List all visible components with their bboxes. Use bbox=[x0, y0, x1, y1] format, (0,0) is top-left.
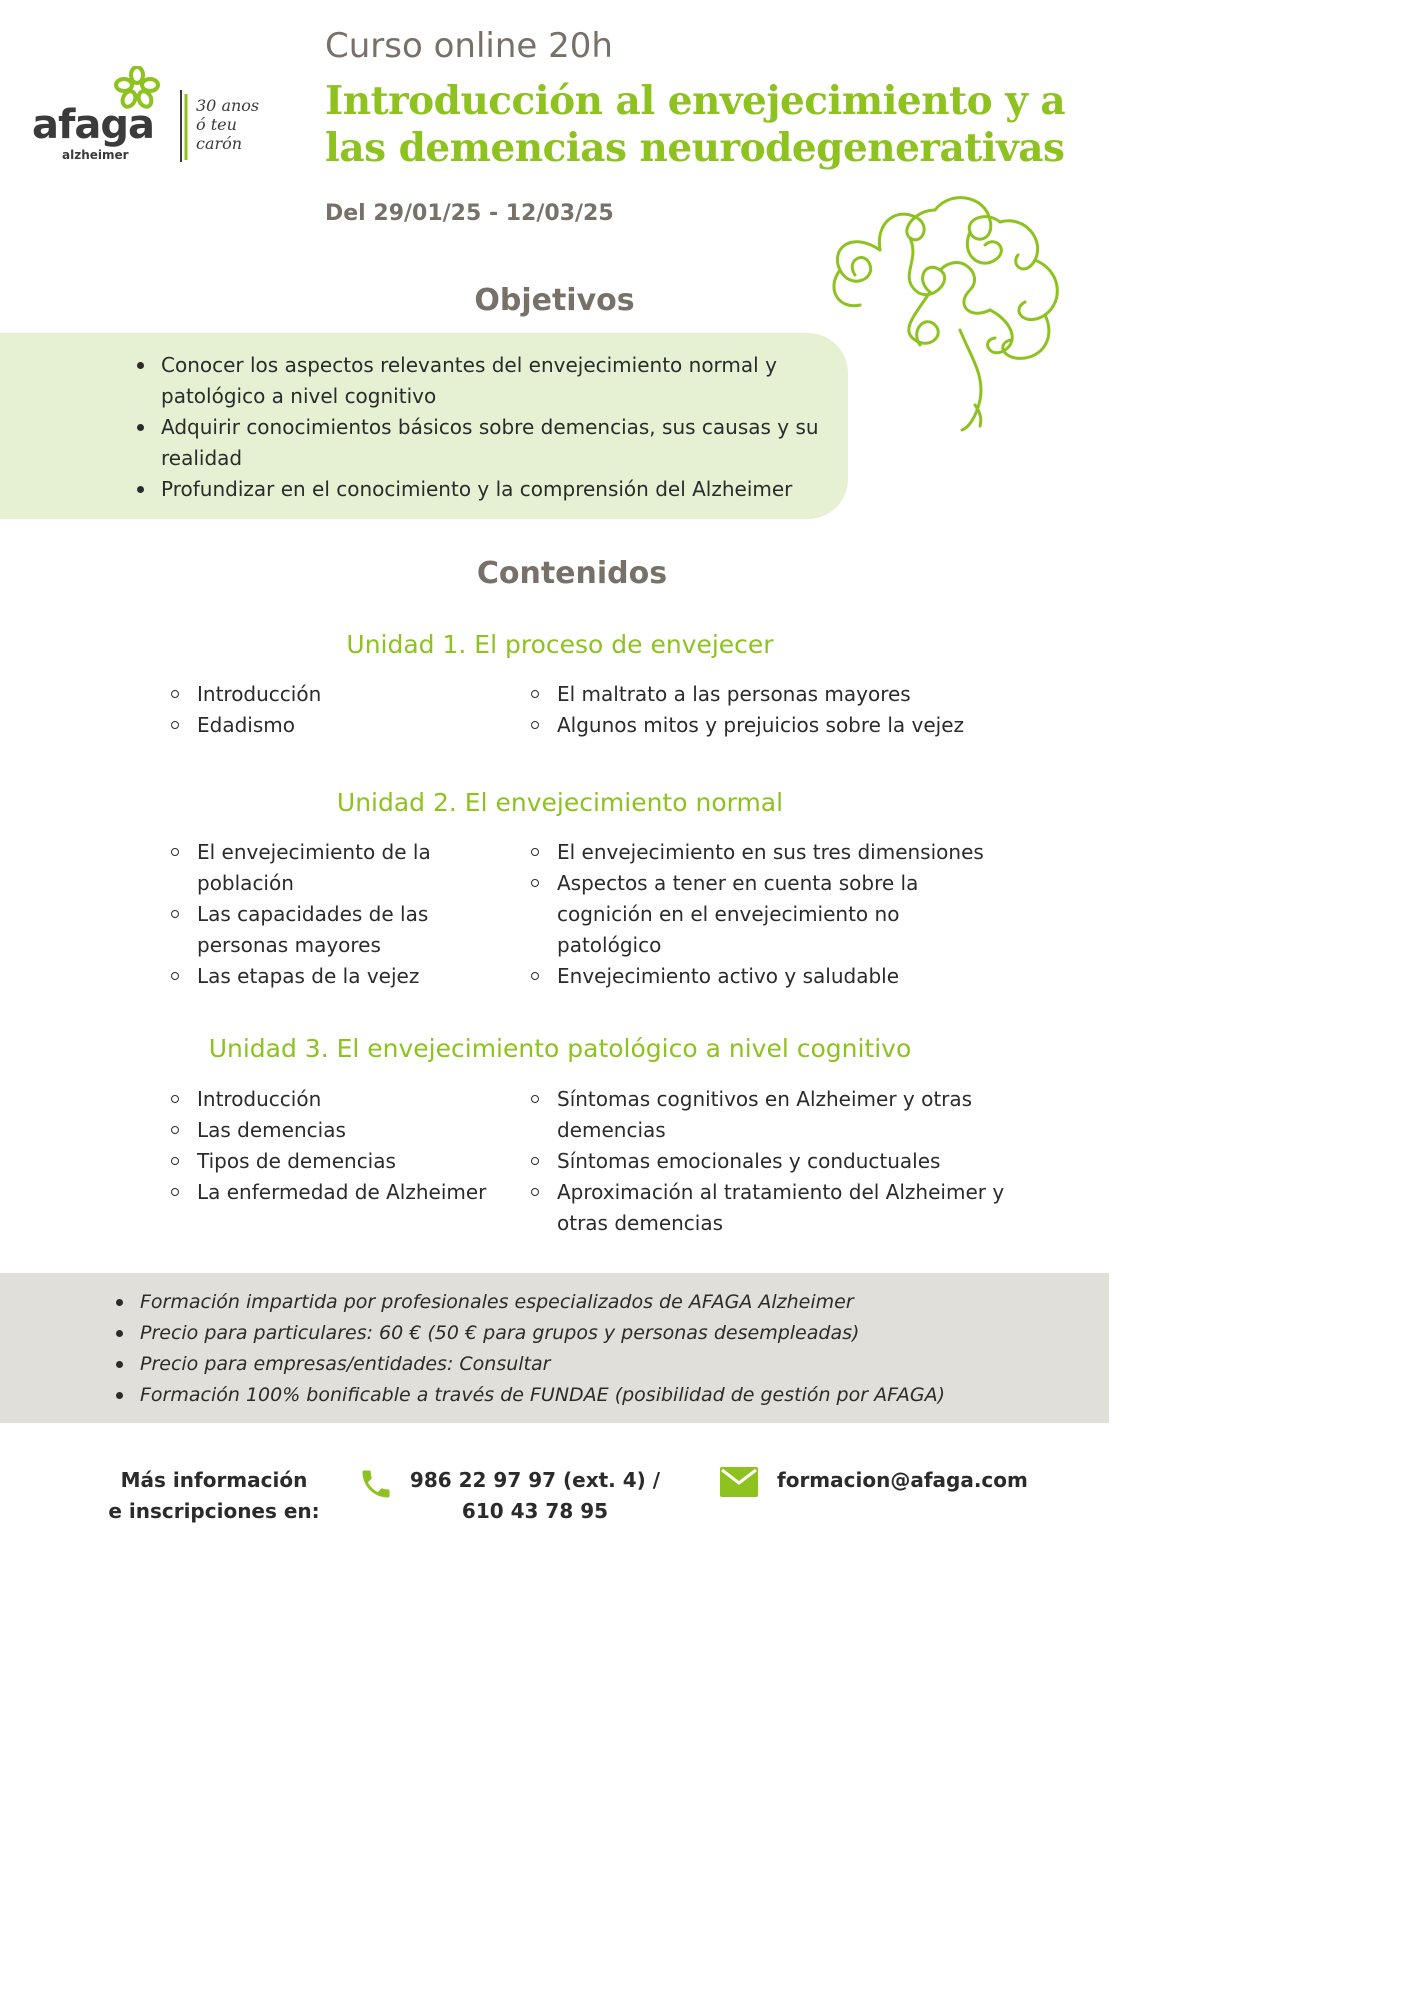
unit-1-list-left bbox=[170, 679, 510, 741]
unit-1-title: Unidad 1. El proceso de envejecer bbox=[346, 630, 774, 659]
list-item: Introducción bbox=[170, 679, 510, 710]
list-item: La enfermedad de Alzheimer bbox=[170, 1177, 510, 1208]
list-item: Las capacidades de las personas mayores bbox=[170, 899, 510, 961]
unit-1-list-right bbox=[530, 679, 1010, 741]
list-item: Tipos de demencias bbox=[170, 1146, 510, 1177]
list-item: Las etapas de la vejez bbox=[170, 961, 510, 992]
more-info-label: Más información e inscripciones en: bbox=[108, 1468, 320, 1523]
info-list bbox=[113, 1287, 1073, 1411]
objectives-list bbox=[135, 350, 825, 505]
logo-anniversary: 30 anos ó teu carón bbox=[196, 96, 260, 153]
unit-2-list-right bbox=[530, 837, 1010, 992]
course-format: Curso online 20h bbox=[325, 26, 613, 66]
afaga-logo bbox=[32, 66, 282, 166]
list-item: Las demencias bbox=[170, 1115, 510, 1146]
objectives-heading: Objetivos bbox=[474, 283, 635, 318]
list-item: Algunos mitos y prejuicios sobre la vejez bbox=[530, 710, 1010, 741]
list-item: Aspectos a tener en cuenta sobre la cognición en el envejecimiento no patológico bbox=[530, 868, 1010, 961]
list-item: Precio para empresas/entidades: Consultar bbox=[113, 1349, 1073, 1380]
list-item: Edadismo bbox=[170, 710, 510, 741]
list-item: Formación 100% bonificable a través de FUNDAE (posibilidad de gestión por AFAGA) bbox=[113, 1380, 1073, 1411]
list-item: Introducción bbox=[170, 1084, 510, 1115]
list-item: Síntomas emocionales y conductuales bbox=[530, 1146, 1010, 1177]
logo-divider bbox=[178, 90, 190, 162]
list-item: Aproximación al tratamiento del Alzheimer y otras demencias bbox=[530, 1177, 1010, 1239]
email-link[interactable]: formacion@afaga.com bbox=[777, 1468, 1028, 1492]
list-item: El envejecimiento de la población bbox=[170, 837, 510, 899]
unit-2-title: Unidad 2. El envejecimiento normal bbox=[336, 788, 784, 817]
course-dates: Del 29/01/25 - 12/03/25 bbox=[325, 201, 614, 226]
logo-subtitle: alzheimer bbox=[62, 148, 129, 162]
list-item: Síntomas cognitivos en Alzheimer y otras demencias bbox=[530, 1084, 1010, 1146]
phone-icon bbox=[358, 1466, 394, 1502]
list-item: Formación impartida por profesionales especializados de AFAGA Alzheimer bbox=[113, 1287, 1073, 1318]
unit-3-list-left bbox=[170, 1084, 510, 1208]
phone-number[interactable]: 986 22 97 97 (ext. 4) / 610 43 78 95 bbox=[409, 1468, 661, 1523]
list-item: Envejecimiento activo y saludable bbox=[530, 961, 1010, 992]
list-item: El envejecimiento en sus tres dimensiones bbox=[530, 837, 1010, 868]
list-item: Adquirir conocimientos básicos sobre demencias, sus causas y su realidad bbox=[135, 412, 825, 474]
list-item: Precio para particulares: 60 € (50 € para grupos y personas desempleadas) bbox=[113, 1318, 1073, 1349]
list-item: Conocer los aspectos relevantes del envejecimiento normal y patológico a nivel cognitivo bbox=[135, 350, 825, 412]
contents-heading: Contenidos bbox=[476, 556, 668, 591]
unit-3-title: Unidad 3. El envejecimiento patológico a nivel cognitivo bbox=[208, 1034, 912, 1063]
list-item: Profundizar en el conocimiento y la comprensión del Alzheimer bbox=[135, 474, 825, 505]
mail-icon bbox=[720, 1467, 758, 1497]
logo-wordmark: afaga bbox=[32, 102, 155, 148]
list-item: El maltrato a las personas mayores bbox=[530, 679, 1010, 710]
page-title: Introducción al envejecimiento y a las demencias neurodegenerativas bbox=[325, 78, 1066, 171]
unit-3-list-right bbox=[530, 1084, 1010, 1239]
unit-2-list-left bbox=[170, 837, 510, 992]
